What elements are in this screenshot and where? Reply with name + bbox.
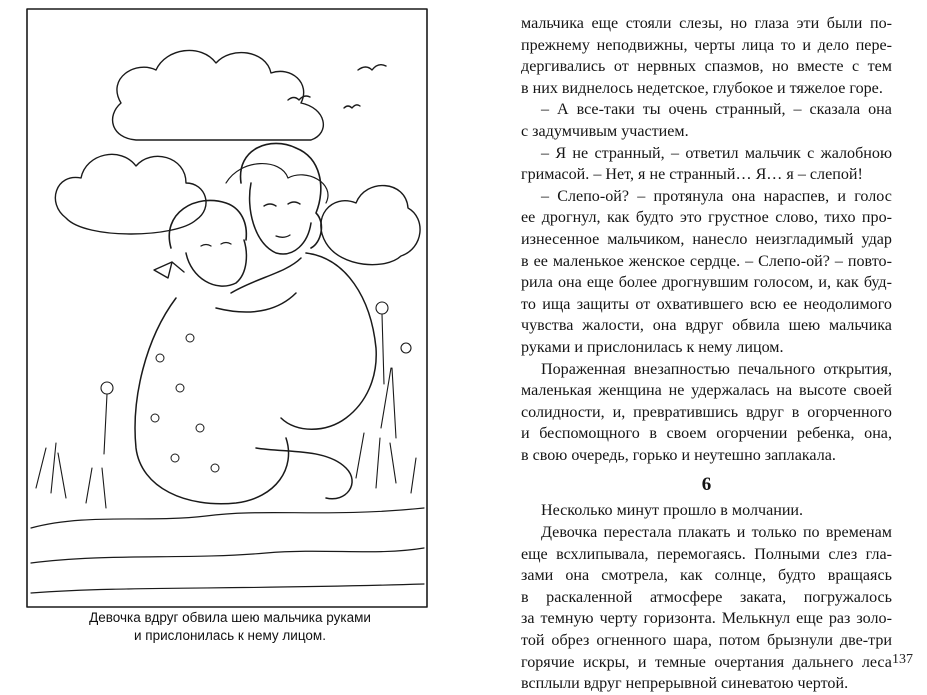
text-line: за темную черту горизонта. Мелькнул еще раз золо- (521, 610, 892, 628)
cloud-right (321, 186, 420, 265)
text-line: и беспомощного в своем огорчении ребенка, она, (521, 425, 892, 443)
text-line: прежнему неподвижны, черты лица то и дело пере- (521, 36, 892, 54)
text-line: с задумчивым участием. (521, 122, 689, 140)
paragraph (521, 186, 892, 359)
boy-eyes (264, 202, 300, 206)
caption-line: Девочка вдруг обвила шею мальчика руками (89, 610, 371, 625)
text-line: в раскаленной атмосфере заката, погружалось (521, 588, 892, 606)
text-line: зами она смотрела, как солнце, будто вращаясь (521, 567, 892, 585)
illustration-caption (30, 609, 430, 645)
text-line: гримасой. – Нет, я не странный… Я… я – слепой! (521, 166, 863, 184)
paragraph (521, 522, 892, 695)
chapter-heading: 6 (701, 474, 712, 496)
text-line: в ее маленькое женское сердце. – Слепо-ой? – повто- (521, 252, 892, 270)
page-number: 137 (892, 652, 913, 667)
paragraph (521, 99, 892, 142)
boy-mouth (276, 235, 290, 237)
illustration (26, 8, 428, 608)
ground (31, 508, 424, 593)
text-line: всплыли вдруг непрерывной синеватою чертой. (521, 675, 849, 693)
paragraph (521, 13, 892, 99)
bird (358, 65, 386, 70)
text-line: маленькая женщина не удержалась на высоте своей (521, 382, 892, 400)
boy-body (281, 253, 376, 429)
text-line: то ища защиты от охватившего всю ее неодолимого (521, 295, 892, 313)
paragraph (521, 359, 892, 467)
paragraph (521, 143, 892, 186)
girl-dress (135, 298, 288, 504)
text-column (521, 13, 892, 695)
girl-hair (169, 200, 246, 248)
bird (344, 105, 360, 108)
text-line: Пораженная внезапностью печального открытия, (541, 360, 892, 378)
text-line: ее дрогнул, как будто это грустное слово, тихо про- (521, 209, 892, 227)
text-line: еще всхлипывала, перемогаясь. Полными слез гла- (521, 545, 892, 563)
girl-bow (154, 262, 184, 278)
paragraph (521, 500, 892, 522)
caption-line: и прислонилась к нему лицом. (134, 628, 326, 643)
text-line: – Слепо-ой? – протянула она нараспев, и голос (541, 187, 892, 205)
illustration-drawing (26, 8, 428, 608)
text-line: – А все-таки ты очень странный, – сказала она (541, 101, 892, 119)
text-line: чувства жалости, она вдруг обвила шею мальчика (521, 317, 892, 335)
text-line: солидности, и, превратившись вдруг в огорченного (521, 403, 892, 421)
text-line: в них виднелось недетское, глубокое и тяжелое горе. (521, 79, 883, 97)
flower (101, 302, 411, 454)
girl-face (186, 240, 246, 286)
text-line: той обрез огненного шара, потом брызнули две-три (521, 632, 892, 650)
text-line: в свою очередь, горько и неутешно заплакала. (521, 446, 836, 464)
text-line: Несколько минут прошло в молчании. (541, 502, 804, 520)
text-line: дергивались от нервных спазмов, но вместе с тем (521, 58, 892, 76)
girl-eyes (201, 243, 231, 247)
cloud-left (55, 154, 206, 234)
text-line: мальчика еще стояли слезы, но глаза эти были по- (521, 15, 892, 32)
text-line: Девочка перестала плакать и только по временам (541, 524, 892, 542)
text-line: изнесенное мальчиком, нанесло неизгладимый удар (521, 230, 892, 248)
cloud-top (113, 50, 324, 140)
bird (288, 96, 310, 100)
text-line: рила она еще более дрогнувшим голосом, и, как буд- (521, 274, 892, 292)
dress-pattern (151, 334, 219, 472)
boy-legs (256, 448, 352, 499)
text-line: руками и прислонилась к нему лицом. (521, 338, 784, 356)
text-line: – Я не странный, – ответил мальчик с жалобною (541, 144, 892, 162)
text-line: горячие искры, и темные очертания дальнего леса (521, 653, 892, 671)
grass (36, 368, 416, 508)
boy-face (250, 183, 311, 254)
